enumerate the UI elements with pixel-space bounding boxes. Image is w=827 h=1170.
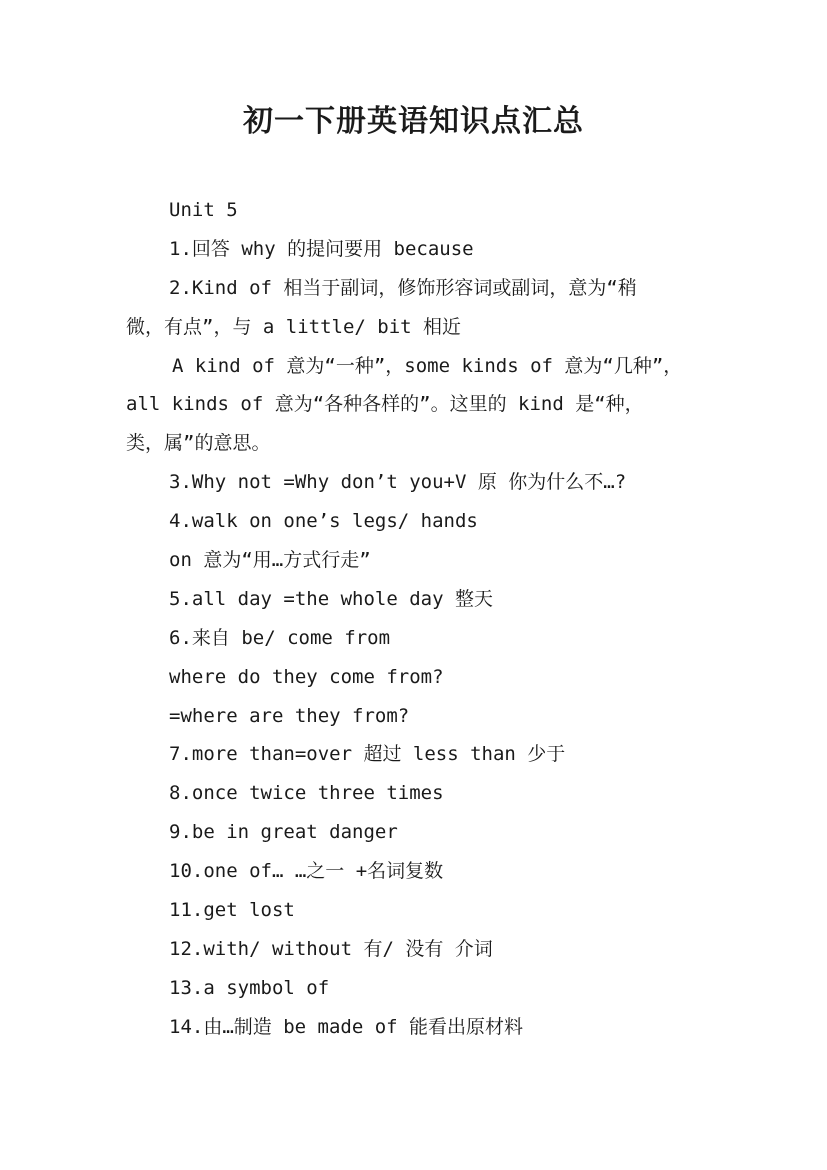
text-line: 3.Why not =Why don’t you+V 原 你为什么不…?	[169, 471, 627, 494]
text-line: 10.one of… …之一 +名词复数	[169, 860, 444, 883]
text-line: 5.all day =the whole day 整天	[169, 587, 493, 610]
document-body	[126, 191, 726, 1047]
text-line: 类，属”的意思。	[126, 432, 271, 455]
text-line: 微，有点”，与 a little/ bit 相近	[126, 315, 462, 338]
text-line: 7.more than=over 超过 less than 少于	[169, 743, 566, 766]
text-line: 9.be in great danger	[169, 821, 398, 844]
text-line: A kind of 意为“一种”，some kinds of 意为“几种”，	[172, 354, 683, 377]
text-line: 12.with/ without 有/ 没有 介词	[169, 937, 493, 960]
text-line: 4.walk on one’s legs/ hands	[169, 510, 478, 533]
text-line: =where are they from?	[169, 704, 410, 727]
text-line: where do they come from?	[169, 665, 444, 688]
text-line: on 意为“用…方式行走”	[169, 549, 371, 572]
text-line: 11.get lost	[169, 899, 295, 922]
text-line: 8.once twice three times	[169, 782, 444, 805]
text-line: 13.a symbol of	[169, 976, 330, 999]
text-line: 6.来自 be/ come from	[169, 626, 391, 649]
text-line: 14.由…制造 be made of 能看出原材料	[169, 1015, 524, 1038]
text-line: 1.回答 why 的提问要用 because	[169, 237, 474, 260]
unit-heading: Unit 5	[169, 199, 238, 221]
text-line: 2.Kind of 相当于副词，修饰形容词或副词，意为“稍	[169, 276, 637, 299]
document-title: 初一下册英语知识点汇总	[243, 104, 584, 139]
text-line: all kinds of 意为“各种各样的”。这里的 kind 是“种，	[126, 393, 644, 416]
